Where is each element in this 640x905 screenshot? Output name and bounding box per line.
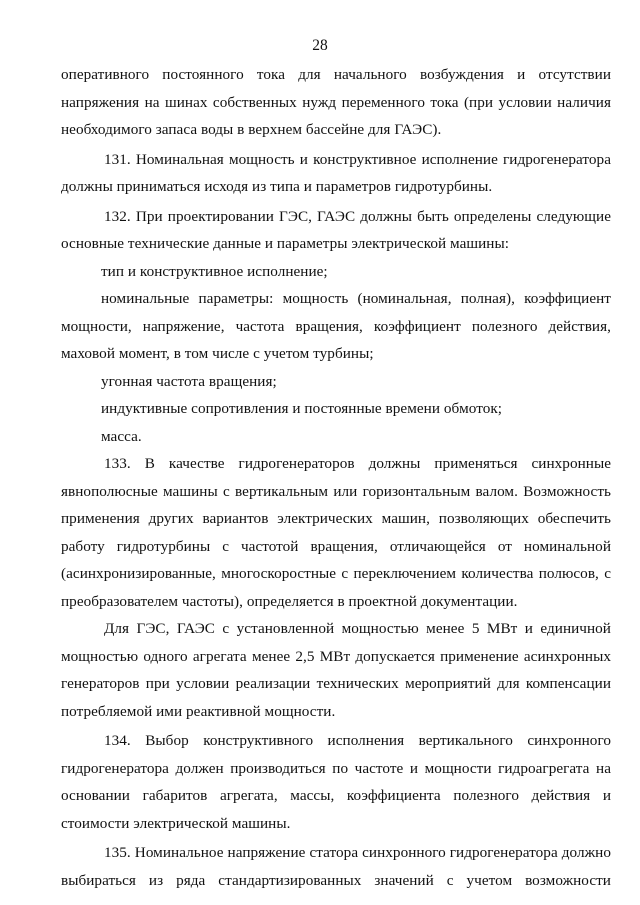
text-line: 135. Номинальное напряжение статора синхронного гидрогенератора должно [104, 844, 611, 861]
paragraph-131 [61, 146, 611, 201]
text-line: основании габаритов агрегата, массы, коэффициента полезного действия и [61, 787, 611, 804]
document-body [61, 61, 611, 894]
text-line: основные технические данные и параметры электрической машины: [61, 235, 509, 252]
text-line: номинальные параметры: мощность (номинальная, полная), коэффициент [101, 290, 611, 307]
paragraph-132 [61, 203, 611, 258]
text-line: 133. В качестве гидрогенераторов должны применяться синхронные [104, 455, 611, 472]
list-item-nominal-params [61, 285, 611, 368]
text-line: гидрогенератора должен производиться по частоте и мощности гидроагрегата на [61, 759, 611, 777]
paragraph-135 [61, 839, 611, 894]
text-line: напряжения на шинах собственных нужд переменного тока (при условии наличия [61, 93, 611, 111]
list-item-type [61, 258, 611, 286]
text-line: необходимого запаса воды в верхнем бассейне для ГАЭС). [61, 121, 442, 138]
paragraph-134 [61, 727, 611, 837]
list-item-mass [61, 423, 611, 451]
text-line: явнополюсные машины с вертикальным или горизонтальным валом. Возможность [61, 482, 611, 500]
text-line: индуктивные сопротивления и постоянные времени обмоток; [101, 400, 503, 417]
paragraph-continuation [61, 61, 611, 144]
text-line: (асинхронизированные, многоскоростные с переключением количества полюсов, с [61, 565, 611, 582]
text-line: преобразователем частоты), определяется в проектной документации. [61, 592, 518, 610]
text-line: должны приниматься исходя из типа и параметров гидротурбины. [61, 178, 493, 195]
text-line: генераторов при условии реализации технических мероприятий для компенсации [61, 675, 611, 692]
text-line: 132. При проектировании ГЭС, ГАЭС должны быть определены следующие [104, 207, 611, 225]
text-line: масса. [101, 427, 142, 445]
text-line: работу гидротурбины с частотой вращения, отличающейся от номинальной [61, 537, 611, 555]
text-line: применения других вариантов электрических машин, позволяющих обеспечить [61, 510, 611, 527]
text-line: угонная частота вращения; [101, 372, 277, 390]
text-line: мощности, напряжение, частота вращения, коэффициент полезного действия, [61, 317, 611, 335]
text-line: Для ГЭС, ГАЭС с установленной мощностью менее 5 МВт и единичной [104, 620, 611, 637]
page-number: 28 [312, 37, 328, 54]
text-line: мощностью одного агрегата менее 2,5 МВт допускается применение асинхронных [61, 647, 611, 665]
text-line: оперативного постоянного тока для начального возбуждения и отсутствии [61, 66, 611, 83]
text-line: маховой момент, в том числе с учетом турбины; [61, 345, 374, 362]
paragraph-small-plants [61, 615, 611, 725]
text-line: тип и конструктивное исполнение; [101, 262, 328, 280]
text-line: стоимости электрической машины. [61, 814, 291, 832]
paragraph-133 [61, 450, 611, 615]
text-line: потребляемой ими реактивной мощности. [61, 702, 336, 720]
list-item-runaway-speed [61, 368, 611, 396]
text-line: выбираться из ряда стандартизированных значений с учетом возможности [61, 871, 611, 889]
text-line: 131. Номинальная мощность и конструктивное исполнение гидрогенератора [104, 150, 611, 168]
text-line: 134. Выбор конструктивного исполнения вертикального синхронного [104, 732, 611, 749]
list-item-inductive [61, 395, 611, 423]
